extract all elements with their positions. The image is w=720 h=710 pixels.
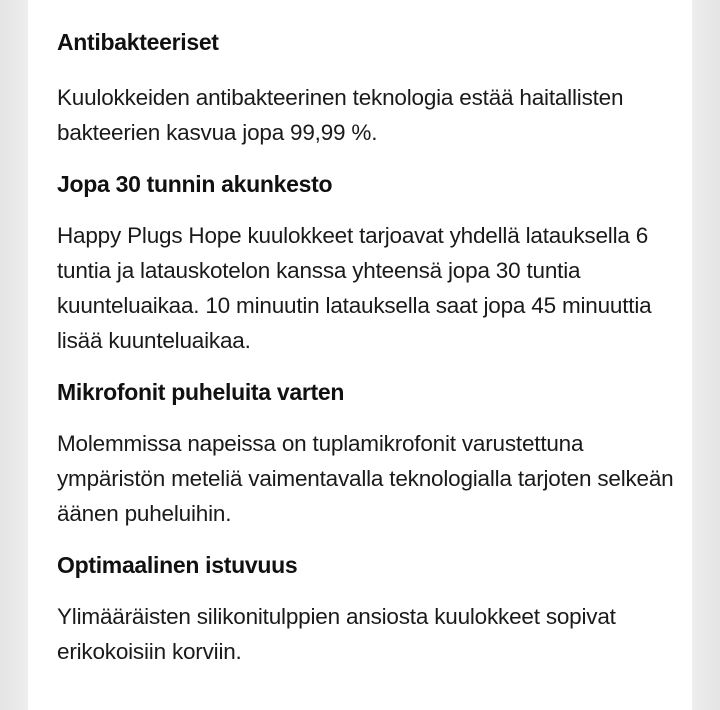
feature-section-antibacterial xyxy=(57,26,677,150)
feature-heading: Antibakteeriset xyxy=(57,29,219,55)
feature-body: Ylimääräisten silikonitulppien ansiosta kuulokkeet sopivat erikokoisiin korviin. xyxy=(57,604,616,664)
feature-section-battery xyxy=(57,168,677,358)
feature-section-microphones xyxy=(57,376,677,531)
feature-heading: Mikrofonit puheluita varten xyxy=(57,379,345,405)
feature-body: Kuulokkeiden antibakteerinen teknologia estää haitallisten bakteerien kasvua jopa 99,99 %. xyxy=(57,85,624,145)
feature-body: Molemmissa napeissa on tuplamikrofonit varustettuna ympäristön meteliä vaimentavalla teknologialla tarjoten selkeän äänen puheluihin. xyxy=(57,431,674,526)
feature-body: Happy Plugs Hope kuulokkeet tarjoavat yhdellä latauksella 6 tuntia ja latauskotelon kanssa yhteensä jopa 30 tuntia kuunteluaikaa. 10 minuutin latauksella saat jopa 45 minuuttia lisää kuunteluaikaa. xyxy=(57,223,652,353)
feature-heading: Jopa 30 tunnin akunkesto xyxy=(57,171,333,197)
product-features xyxy=(28,0,677,669)
product-description-card xyxy=(28,0,692,710)
feature-section-fit xyxy=(57,549,677,669)
feature-heading: Optimaalinen istuvuus xyxy=(57,552,298,578)
